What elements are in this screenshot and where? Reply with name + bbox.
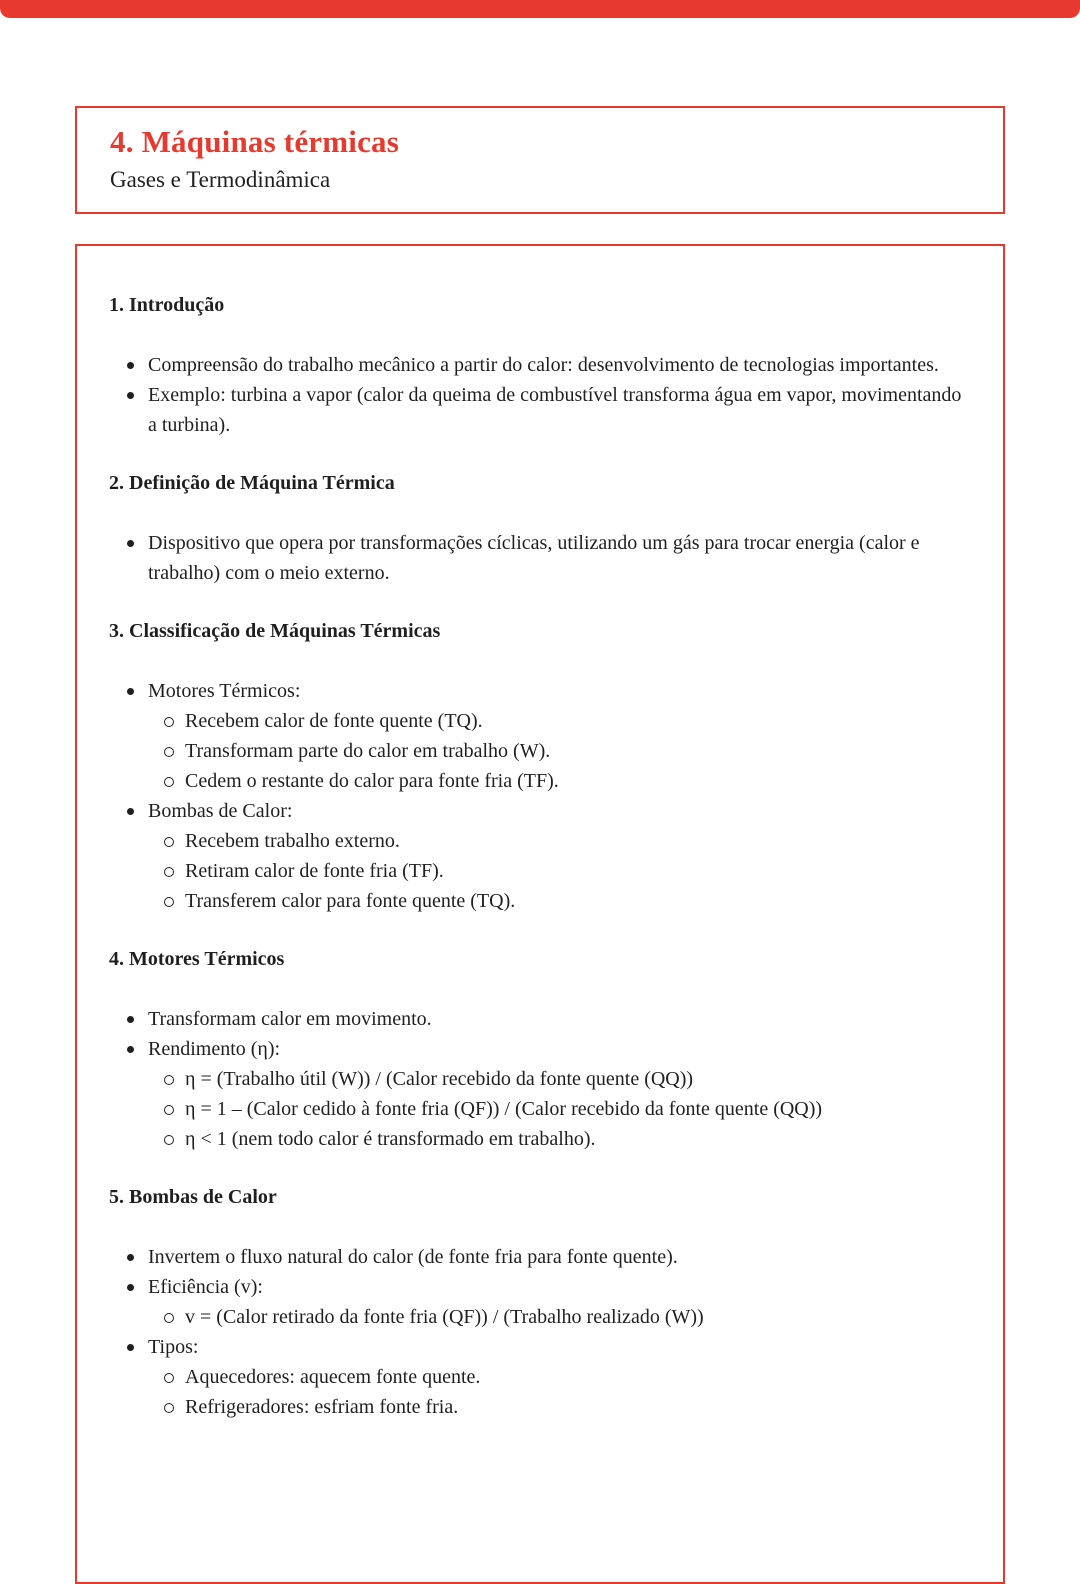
- list-item: Dispositivo que opera por transformações cíclicas, utilizando um gás para trocar energia (calor e trabalho) com o meio externo.: [107, 528, 973, 588]
- section-heading: 5. Bombas de Calor: [109, 1186, 277, 1208]
- list-item: Exemplo: turbina a vapor (calor da queima de combustível transforma água em vapor, movimentando a turbina).: [107, 380, 973, 440]
- sub-list-item: η = 1 – (Calor cedido à fonte fria (QF)) / (Calor recebido da fonte quente (QQ)): [107, 1094, 973, 1124]
- list-item: Bombas de Calor:: [107, 796, 973, 826]
- list-item: Transformam calor em movimento.: [107, 1004, 973, 1034]
- sub-list-item: Recebem calor de fonte quente (TQ).: [107, 706, 973, 736]
- list-item: Eficiência (v):: [107, 1272, 973, 1302]
- list-item: Motores Térmicos:: [107, 676, 973, 706]
- sub-list-item: η < 1 (nem todo calor é transformado em trabalho).: [107, 1124, 973, 1154]
- section: [107, 290, 973, 440]
- page-title: 4. Máquinas térmicas: [110, 124, 400, 159]
- section-heading: 2. Definição de Máquina Térmica: [109, 472, 395, 494]
- list-item: Rendimento (η):: [107, 1034, 973, 1064]
- bullet-list: [107, 676, 973, 916]
- bullet-list: [107, 528, 973, 588]
- list-item: Invertem o fluxo natural do calor (de fonte fria para fonte quente).: [107, 1242, 973, 1272]
- sub-list-item: η = (Trabalho útil (W)) / (Calor recebido da fonte quente (QQ)): [107, 1064, 973, 1094]
- section: [107, 616, 973, 916]
- section: [107, 944, 973, 1154]
- sub-list-item: Cedem o restante do calor para fonte fria (TF).: [107, 766, 973, 796]
- section-heading: 4. Motores Térmicos: [109, 948, 285, 970]
- sections-container: [107, 290, 973, 1422]
- sub-list-item: Transferem calor para fonte quente (TQ).: [107, 886, 973, 916]
- section: [107, 1182, 973, 1422]
- section: [107, 468, 973, 588]
- top-accent-bar: [0, 0, 1080, 18]
- bullet-list: [107, 1242, 973, 1422]
- sub-list-item: Refrigeradores: esfriam fonte fria.: [107, 1392, 973, 1422]
- bullet-list: [107, 350, 973, 440]
- sub-list-item: Aquecedores: aquecem fonte quente.: [107, 1362, 973, 1392]
- list-item: Compreensão do trabalho mecânico a partir do calor: desenvolvimento de tecnologias importantes.: [107, 350, 973, 380]
- section-heading: 3. Classificação de Máquinas Térmicas: [109, 620, 441, 642]
- bullet-list: [107, 1004, 973, 1154]
- section-heading: 1. Introdução: [109, 294, 225, 316]
- header-card: [75, 106, 1005, 214]
- sub-list-item: Transformam parte do calor em trabalho (W).: [107, 736, 973, 766]
- list-item: Tipos:: [107, 1332, 973, 1362]
- sub-list-item: Retiram calor de fonte fria (TF).: [107, 856, 973, 886]
- page-subtitle: Gases e Termodinâmica: [110, 167, 331, 192]
- sub-list-item: v = (Calor retirado da fonte fria (QF)) / (Trabalho realizado (W)): [107, 1302, 973, 1332]
- content-card: [75, 244, 1005, 1584]
- sub-list-item: Recebem trabalho externo.: [107, 826, 973, 856]
